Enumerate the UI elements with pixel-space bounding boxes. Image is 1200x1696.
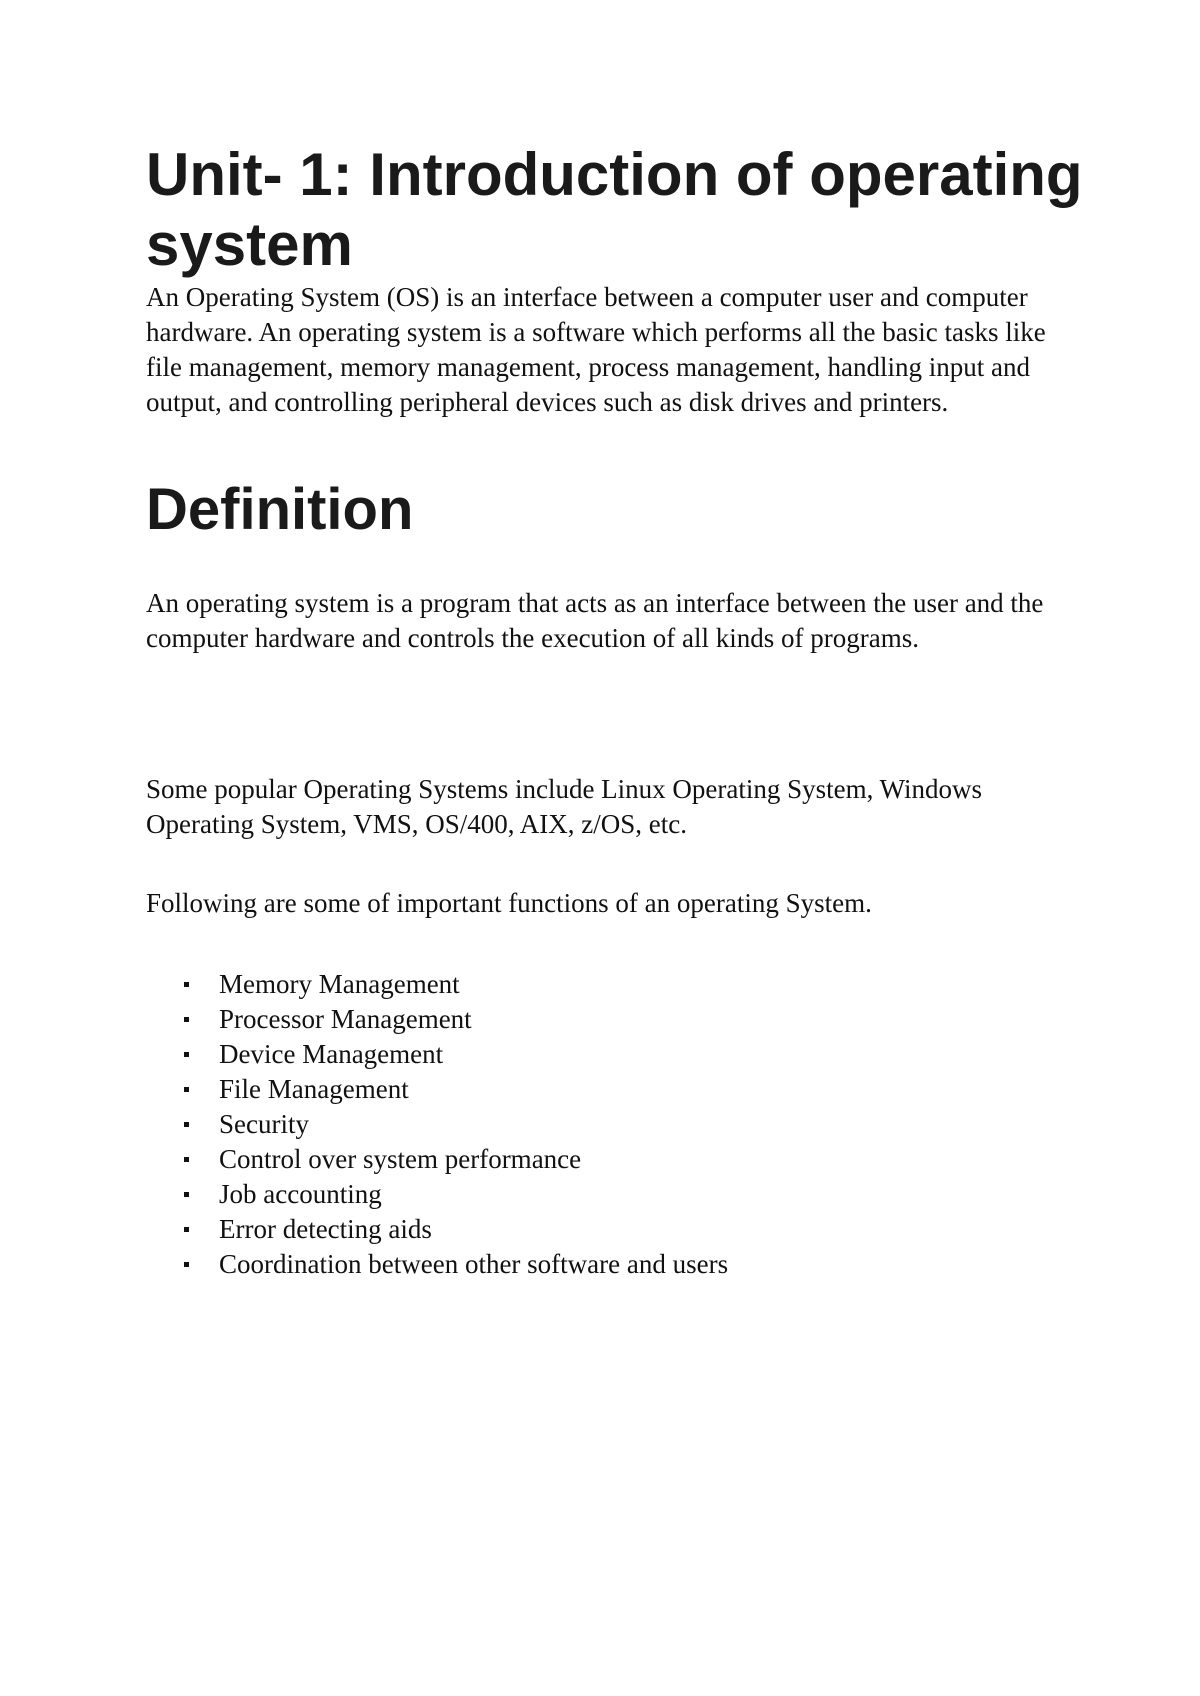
list-item bbox=[146, 1072, 1086, 1107]
square-bullet-icon bbox=[184, 1017, 189, 1022]
list-item-text: File Management bbox=[219, 1074, 409, 1104]
square-bullet-icon bbox=[184, 1122, 189, 1127]
square-bullet-icon bbox=[184, 982, 189, 987]
square-bullet-icon bbox=[184, 1087, 189, 1092]
popular-os-paragraph: Some popular Operating Systems include Linux Operating System, Windows Operating System, VMS, OS/400, AIX, z/OS, etc. bbox=[146, 774, 983, 839]
list-item bbox=[146, 1177, 1086, 1212]
square-bullet-icon bbox=[184, 1227, 189, 1232]
list-item-text: Job accounting bbox=[219, 1179, 382, 1209]
square-bullet-icon bbox=[184, 1052, 189, 1057]
square-bullet-icon bbox=[184, 1262, 189, 1267]
square-bullet-icon bbox=[184, 1157, 189, 1162]
list-item-text: Coordination between other software and users bbox=[219, 1249, 729, 1279]
list-item-text: Control over system performance bbox=[219, 1144, 582, 1174]
page-title: Unit- 1: Introduction of operating system bbox=[146, 141, 1083, 278]
list-item bbox=[146, 1212, 1086, 1247]
definition-heading: Definition bbox=[146, 477, 414, 542]
intro-paragraph: An Operating System (OS) is an interface between a computer user and computer hardware. An operating system is a software which performs all the basic tasks like file management, memory management, process management, handling input and output, and controlling peripheral devices such as disk drives and printers. bbox=[146, 282, 1046, 417]
list-item-text: Processor Management bbox=[219, 1004, 472, 1034]
list-item bbox=[146, 1037, 1086, 1072]
definition-paragraph: An operating system is a program that acts as an interface between the user and the computer hardware and controls the execution of all kinds of programs. bbox=[146, 588, 1044, 653]
functions-list bbox=[146, 967, 1086, 1282]
list-item-text: Device Management bbox=[219, 1039, 444, 1069]
list-item bbox=[146, 1247, 1086, 1282]
list-item bbox=[146, 967, 1086, 1002]
list-item-text: Error detecting aids bbox=[219, 1214, 432, 1244]
list-item bbox=[146, 1107, 1086, 1142]
list-item bbox=[146, 1142, 1086, 1177]
list-item-text: Memory Management bbox=[219, 969, 460, 999]
list-item bbox=[146, 1002, 1086, 1037]
document-content bbox=[146, 140, 1086, 1282]
square-bullet-icon bbox=[184, 1192, 189, 1197]
list-item-text: Security bbox=[219, 1109, 309, 1139]
functions-intro-paragraph: Following are some of important functions of an operating System. bbox=[146, 888, 872, 918]
